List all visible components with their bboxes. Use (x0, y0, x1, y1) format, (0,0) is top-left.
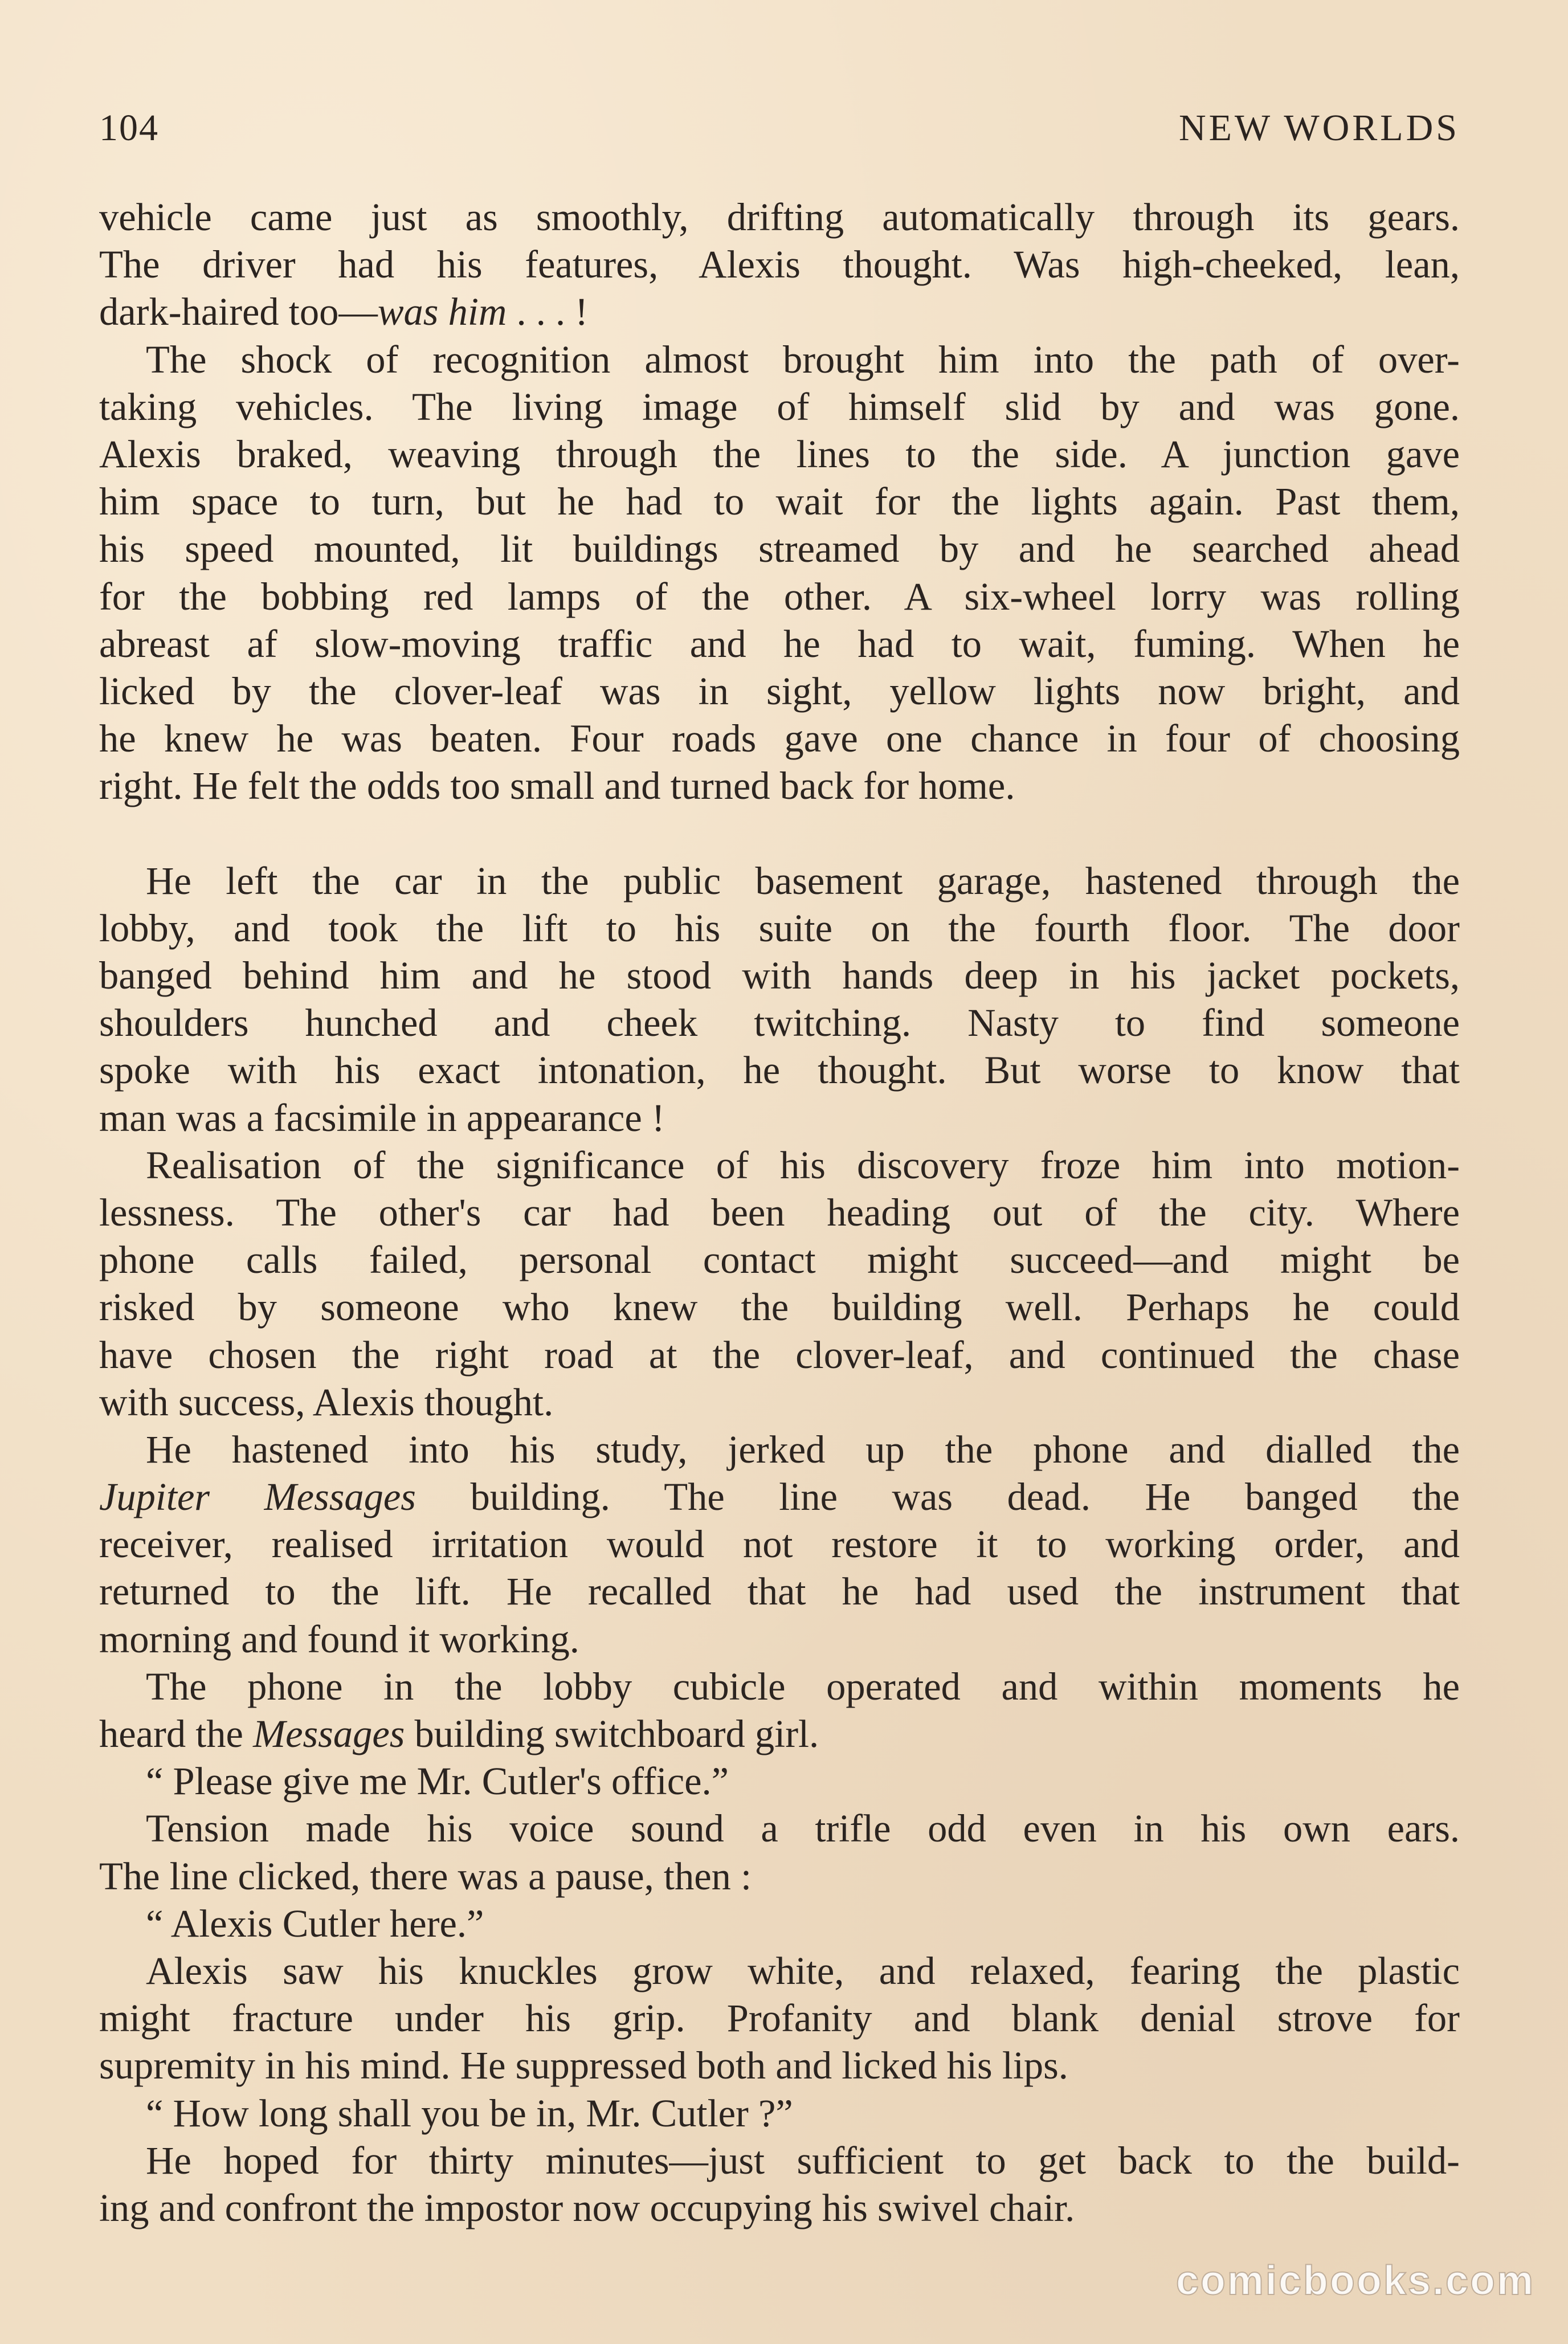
text-line: returned to the lift. He recalled that he had used the instrument that (99, 1570, 1460, 1614)
watermark: comicbooks.com (1175, 2258, 1535, 2304)
text-line: receiver, realised irritation would not restore it to working order, and (99, 1522, 1460, 1566)
text-line: with success, Alexis thought. (99, 1380, 554, 1424)
text-line: Realisation of the significance of his discovery froze him into motion- (146, 1143, 1460, 1187)
running-head: NEW WORLDS (1178, 107, 1460, 149)
text-line: “ Please give me Mr. Cutler's office.” (146, 1759, 729, 1803)
text-line: supremity in his mind. He suppressed both and licked his lips. (99, 2044, 1068, 2088)
text-line: “ Alexis Cutler here.” (146, 1901, 484, 1945)
text-line: right. He felt the odds too small and turned back for home. (99, 764, 1015, 808)
text-line: he knew he was beaten. Four roads gave one chance in four of choosing (99, 717, 1460, 761)
text-line: Jupiter Messages building. The line was dead. He banged the (99, 1475, 1460, 1519)
text-line: Tension made his voice sound a trifle odd even in his own ears. (146, 1807, 1460, 1851)
text-line: He hoped for thirty minutes—just sufficient to get back to the build- (146, 2138, 1460, 2182)
text-line: his speed mounted, lit buildings streamed by and he searched ahead (99, 527, 1460, 571)
text-line: heard the Messages building switchboard girl. (99, 1712, 819, 1755)
text-line: The phone in the lobby cubicle operated and within moments he (146, 1664, 1460, 1708)
text-line: The driver had his features, Alexis thought. Was high-cheeked, lean, (99, 243, 1460, 287)
text-line: man was a facsimile in appearance ! (99, 1096, 665, 1140)
text-line: “ How long shall you be in, Mr. Cutler ?” (146, 2091, 793, 2135)
text-line: The shock of recognition almost brought him into the path of over- (146, 337, 1460, 381)
page-header (99, 97, 1460, 160)
text-line: might fracture under his grip. Profanity and blank denial strove for (99, 1996, 1460, 2040)
page-number: 104 (99, 107, 159, 149)
text-line: him space to turn, but he had to wait for the lights again. Past them, (99, 480, 1460, 524)
text-line: risked by someone who knew the building well. Perhaps he could (99, 1285, 1460, 1329)
text-line: abreast af slow-moving traffic and he had to wait, fuming. When he (99, 622, 1460, 665)
text-line: banged behind him and he stood with hands deep in his jacket pockets, (99, 954, 1460, 997)
text-line: phone calls failed, personal contact might succeed—and might be (99, 1238, 1460, 1282)
text-line: Alexis saw his knuckles grow white, and relaxed, fearing the plastic (146, 1949, 1460, 1992)
text-line: taking vehicles. The living image of himself slid by and was gone. (99, 385, 1460, 428)
text-line: He left the car in the public basement garage, hastened through the (146, 859, 1460, 903)
text-line: lessness. The other's car had been heading out of the city. Where (99, 1190, 1460, 1234)
section-break (99, 810, 1460, 857)
text-line: have chosen the right road at the clover-leaf, and continued the chase (99, 1333, 1460, 1377)
text-line: He hastened into his study, jerked up the phone and dialled the (146, 1427, 1460, 1471)
text-line: lobby, and took the lift to his suite on the fourth floor. The door (99, 906, 1460, 950)
text-line: dark-haired too—was him . . . ! (99, 290, 589, 334)
text-line: Alexis braked, weaving through the lines to the side. A junction gave (99, 432, 1460, 476)
text-line: licked by the clover-leaf was in sight, yellow lights now bright, and (99, 669, 1460, 713)
text-line: spoke with his exact intonation, he thought. But worse to know that (99, 1048, 1460, 1092)
text-line: shoulders hunched and cheek twitching. Nasty to find someone (99, 1001, 1460, 1045)
body-text (99, 194, 1460, 2232)
text-line: The line clicked, there was a pause, then : (99, 1854, 752, 1898)
text-line: vehicle came just as smoothly, drifting automatically through its gears. (99, 195, 1460, 239)
text-line: morning and found it working. (99, 1617, 579, 1661)
text-line: ing and confront the impostor now occupying his swivel chair. (99, 2186, 1075, 2229)
text-line: for the bobbing red lamps of the other. A six-wheel lorry was rolling (99, 574, 1460, 618)
